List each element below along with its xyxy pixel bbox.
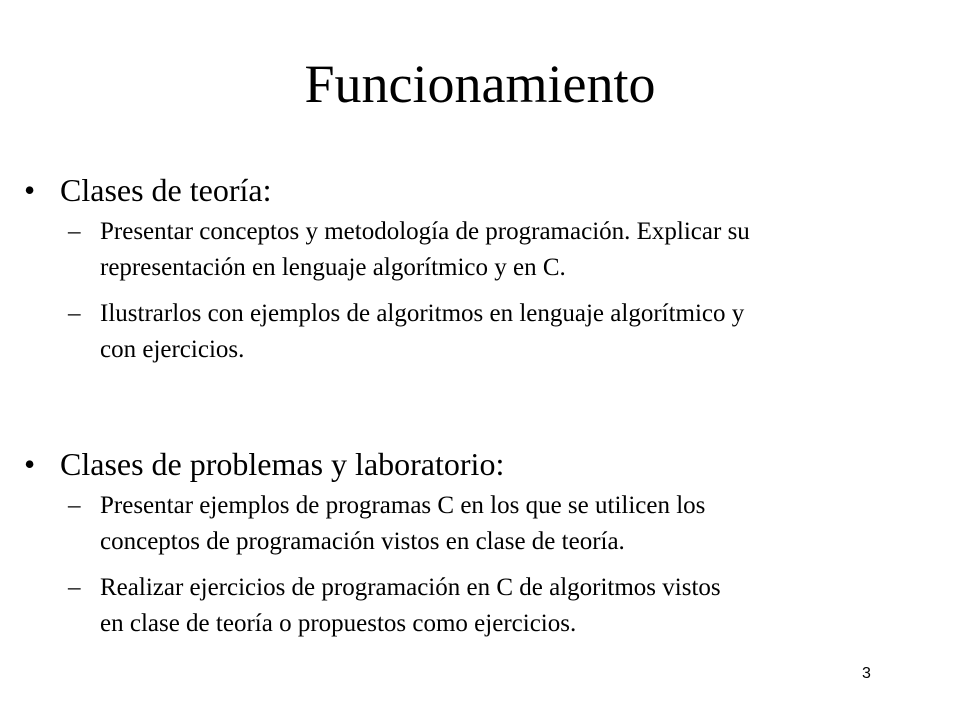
dash-icon: – xyxy=(68,574,81,601)
section-theory xyxy=(0,170,960,378)
sub-item-text xyxy=(100,570,920,642)
sub-item-text xyxy=(100,214,920,286)
sub-item-line: conceptos de programación vistos en clase de teoría. xyxy=(100,528,625,555)
sub-item-line: en clase de teoría o propuestos como ejercicios. xyxy=(100,610,577,637)
section-problems-lab xyxy=(0,444,960,652)
bullet-icon: • xyxy=(24,446,36,482)
bullet-heading-row xyxy=(0,444,960,488)
dash-icon: – xyxy=(68,300,81,327)
sub-list xyxy=(0,214,960,368)
sub-item-line: Presentar conceptos y metodología de programación. Explicar su xyxy=(100,218,750,245)
sub-list xyxy=(0,488,960,642)
section-heading: Clases de problemas y laboratorio: xyxy=(60,446,505,482)
section-heading: Clases de teoría: xyxy=(60,172,272,208)
bullet-heading-row xyxy=(0,170,960,214)
sub-item xyxy=(0,214,960,286)
sub-item-text xyxy=(100,488,920,560)
sub-item-text xyxy=(100,296,920,368)
dash-icon: – xyxy=(68,492,81,519)
sub-item xyxy=(0,570,960,642)
sub-item-line: Presentar ejemplos de programas C en los que se utilicen los xyxy=(100,492,706,519)
sub-item xyxy=(0,488,960,560)
sub-item xyxy=(0,296,960,368)
bullet-icon: • xyxy=(24,172,36,208)
page-number: 3 xyxy=(862,665,871,682)
dash-icon: – xyxy=(68,218,81,245)
sub-item-line: Ilustrarlos con ejemplos de algoritmos en lenguaje algorítmico y xyxy=(100,300,745,327)
sub-item-line: representación en lenguaje algorítmico y en C. xyxy=(100,254,566,281)
slide-title: Funcionamiento xyxy=(304,54,656,114)
sub-item-line: Realizar ejercicios de programación en C de algoritmos vistos xyxy=(100,574,721,601)
sub-item-line: con ejercicios. xyxy=(100,336,245,363)
